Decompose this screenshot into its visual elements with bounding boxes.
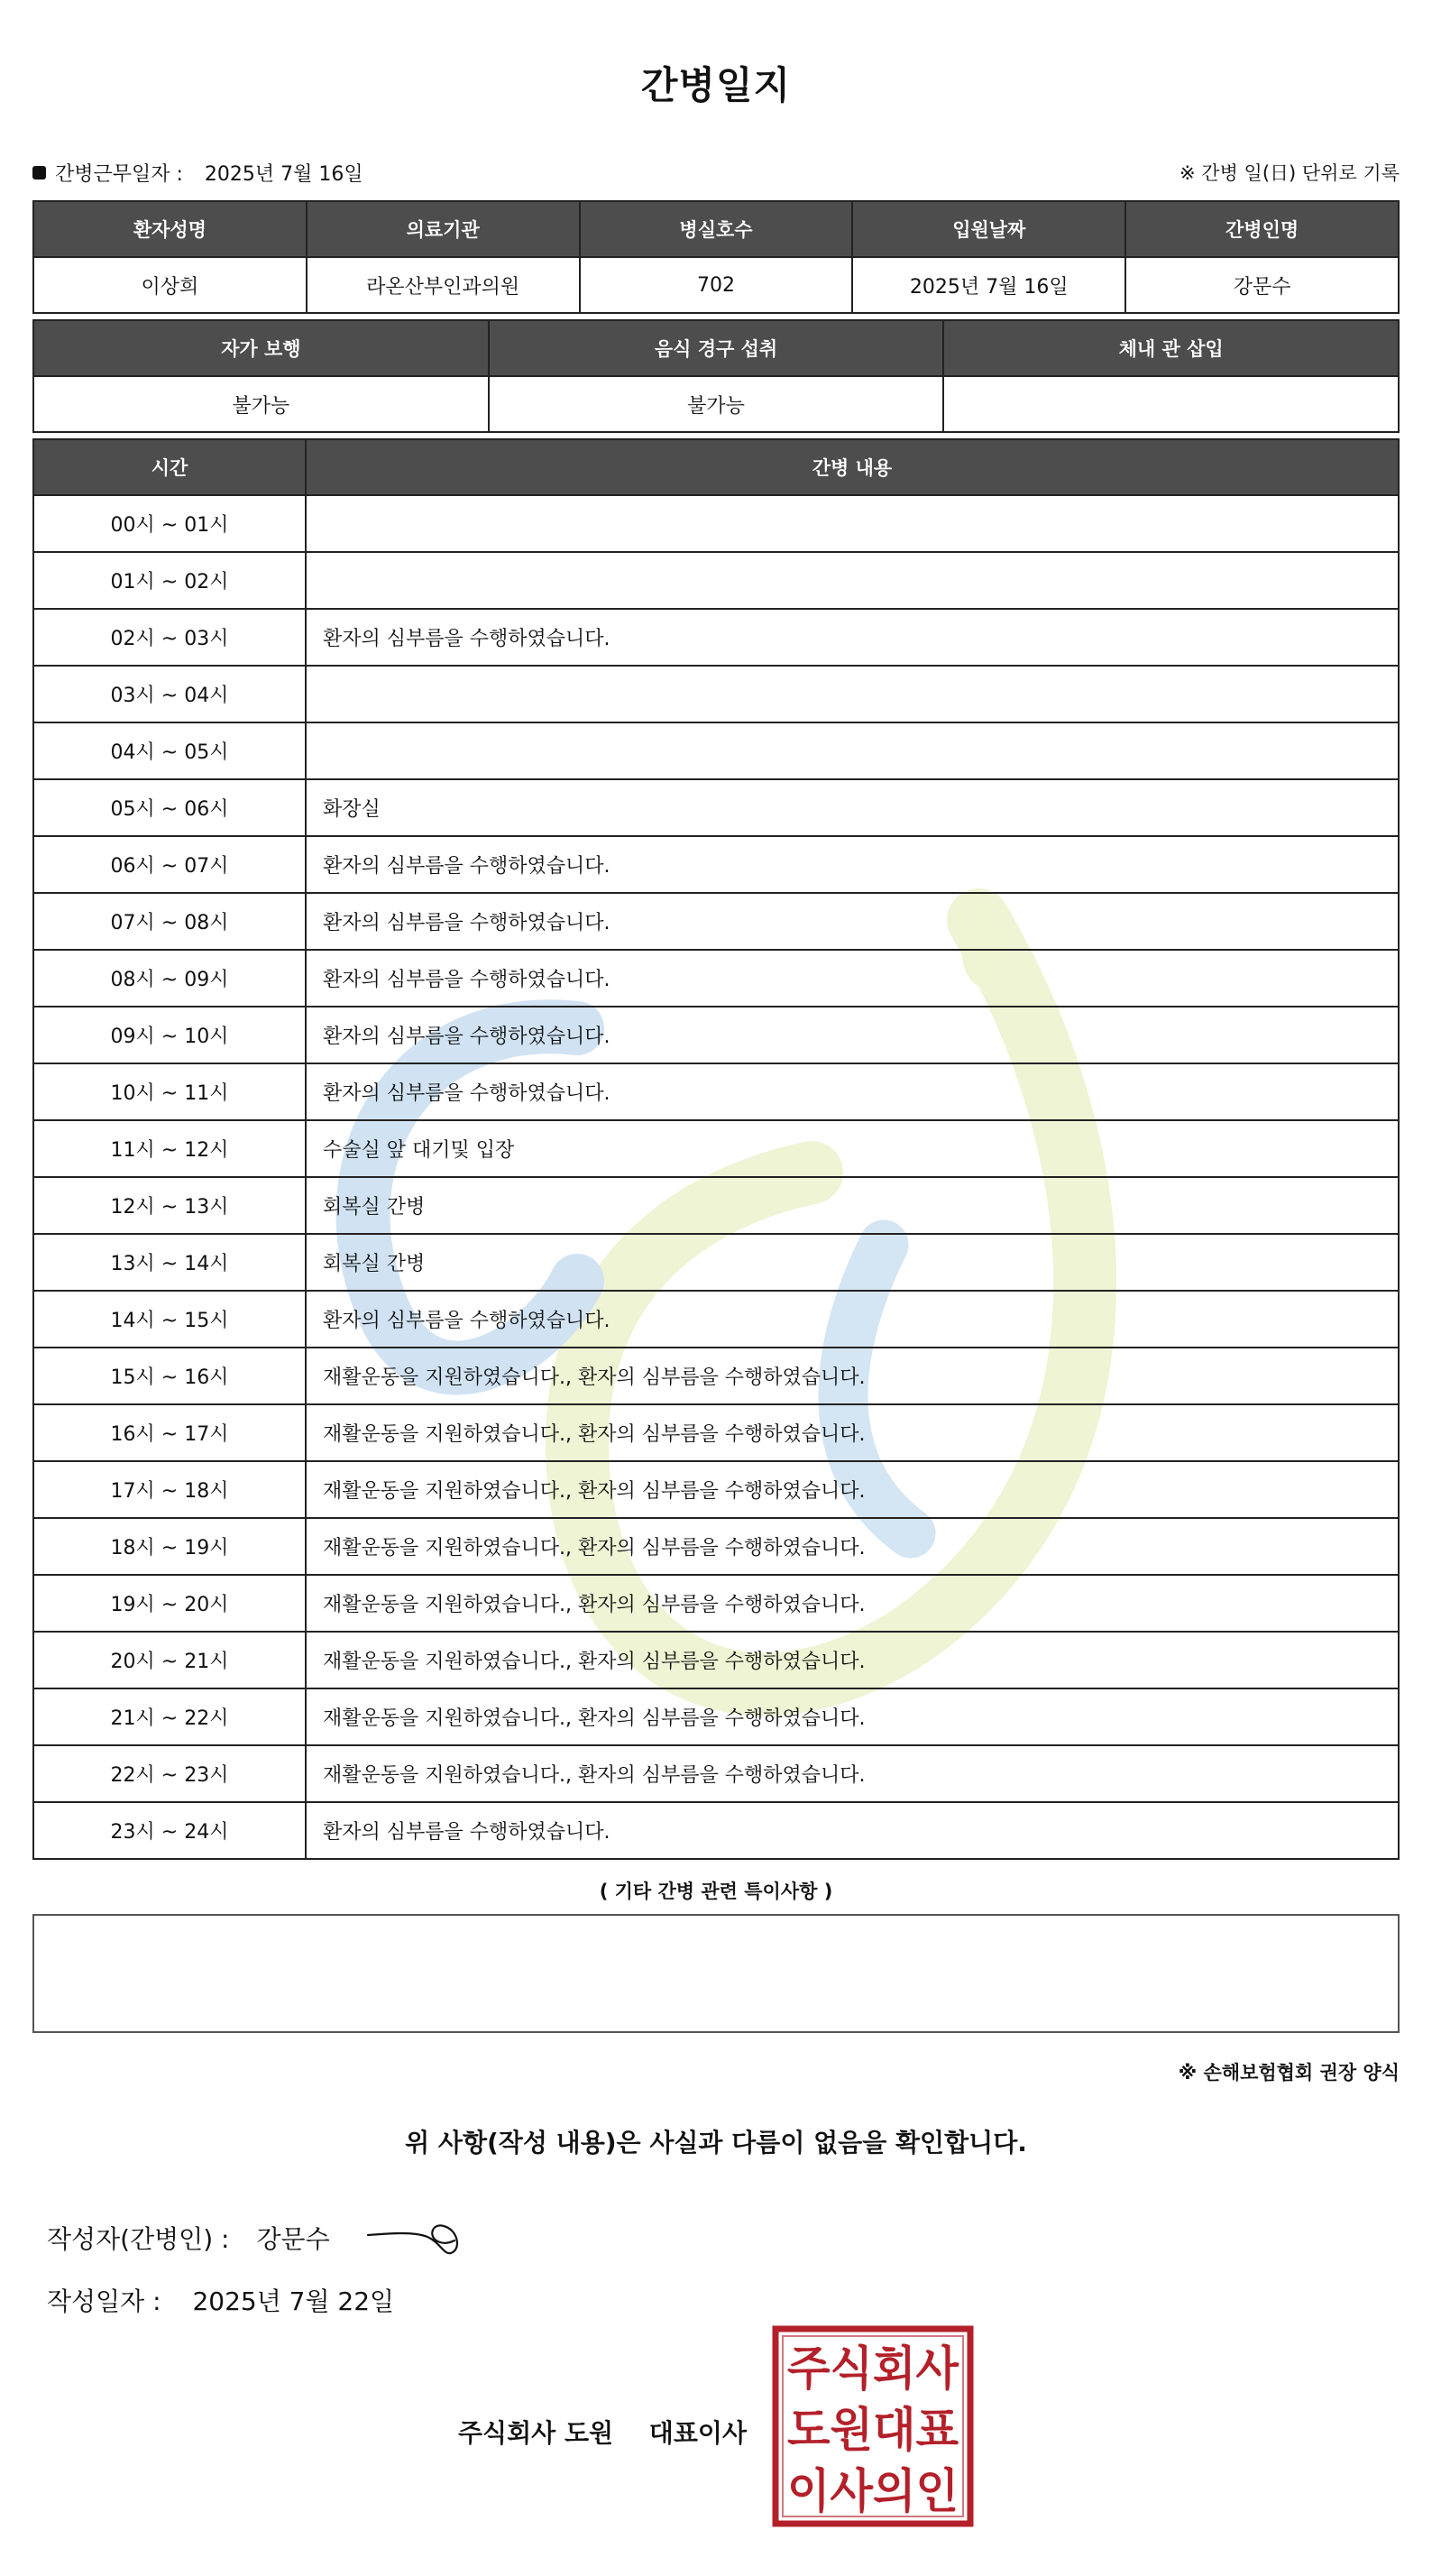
log-content: 재활운동을 지원하였습니다., 환자의 심부름을 수행하였습니다. (306, 1632, 1399, 1688)
log-time: 04시 ~ 05시 (33, 722, 306, 779)
log-time: 17시 ~ 18시 (33, 1461, 306, 1518)
header-tube-insertion: 체내 관 삽입 (943, 320, 1399, 376)
company-signature (458, 2414, 747, 2450)
log-row (33, 1688, 1399, 1745)
company-name: 주식회사 도원 (458, 2418, 614, 2448)
log-time: 23시 ~ 24시 (33, 1802, 306, 1859)
log-content (306, 495, 1399, 552)
log-time: 12시 ~ 13시 (33, 1177, 306, 1234)
log-time: 07시 ~ 08시 (33, 893, 306, 950)
log-time: 16시 ~ 17시 (33, 1404, 306, 1461)
log-content: 환자의 심부름을 수행하였습니다. (306, 1007, 1399, 1063)
tube-insertion (943, 376, 1399, 432)
log-content: 재활운동을 지원하였습니다., 환자의 심부름을 수행하였습니다. (306, 1404, 1399, 1461)
header-care-content: 간병 내용 (306, 439, 1399, 495)
stamp-text-line: 주식회사 (787, 2342, 959, 2397)
header-oral-intake: 음식 경구 섭취 (489, 320, 944, 376)
log-row (33, 893, 1399, 950)
condition-header-row (33, 320, 1399, 376)
log-row (33, 1518, 1399, 1575)
log-row (33, 779, 1399, 836)
log-content (306, 722, 1399, 779)
log-row (33, 722, 1399, 779)
stamp-text-line: 도원대표 (787, 2404, 959, 2458)
log-row (33, 1234, 1399, 1291)
log-time: 18시 ~ 19시 (33, 1518, 306, 1575)
duty-date (32, 159, 363, 187)
log-time: 22시 ~ 23시 (33, 1745, 306, 1802)
log-row (33, 950, 1399, 1007)
log-time: 01시 ~ 02시 (33, 552, 306, 609)
log-time: 05시 ~ 06시 (33, 779, 306, 836)
duty-date-label: 간병근무일자 : (55, 163, 183, 186)
log-time: 14시 ~ 15시 (33, 1291, 306, 1348)
self-walking: 불가능 (33, 376, 489, 432)
log-time: 00시 ~ 01시 (33, 495, 306, 552)
log-row (33, 1348, 1399, 1404)
log-row (33, 495, 1399, 552)
log-content: 환자의 심부름을 수행하였습니다. (306, 1063, 1399, 1120)
written-date-label: 작성일자 : (47, 2286, 161, 2316)
page-title: 간병일지 (640, 63, 792, 107)
log-content: 회복실 간병 (306, 1234, 1399, 1291)
log-time: 03시 ~ 04시 (33, 666, 306, 722)
company-seal-stamp (772, 2325, 974, 2527)
written-date-value: 2025년 7월 22일 (192, 2286, 395, 2316)
log-time: 11시 ~ 12시 (33, 1120, 306, 1177)
patient-name: 이상희 (33, 257, 307, 313)
header-self-walking: 자가 보행 (33, 320, 489, 376)
header-patient-name: 환자성명 (33, 201, 307, 257)
header-caregiver-name: 간병인명 (1125, 201, 1399, 257)
log-content (306, 552, 1399, 609)
log-row (33, 1007, 1399, 1063)
log-row (33, 1404, 1399, 1461)
remarks-title: ( 기타 간병 관련 특이사항 ) (599, 1881, 833, 1902)
source-note: ※ 손해보험협회 권장 양식 (1178, 2062, 1400, 2084)
log-content: 환자의 심부름을 수행하였습니다. (306, 893, 1399, 950)
log-row (33, 609, 1399, 666)
log-header-row (33, 439, 1399, 495)
log-row (33, 1291, 1399, 1348)
log-row (33, 552, 1399, 609)
log-time: 21시 ~ 22시 (33, 1688, 306, 1745)
record-unit-note: ※ 간병 일(日) 단위로 기록 (1180, 162, 1400, 184)
room-number: 702 (580, 257, 853, 313)
log-content: 재활운동을 지원하였습니다., 환자의 심부름을 수행하였습니다. (306, 1348, 1399, 1404)
log-content: 수술실 앞 대기및 입장 (306, 1120, 1399, 1177)
stamp-text-line: 이사의인 (787, 2465, 959, 2519)
duty-date-value: 2025년 7월 16일 (204, 163, 363, 186)
caregiver-name: 강문수 (1125, 257, 1399, 313)
log-time: 10시 ~ 11시 (33, 1063, 306, 1120)
log-time: 19시 ~ 20시 (33, 1575, 306, 1632)
log-content: 환자의 심부름을 수행하였습니다. (306, 1802, 1399, 1859)
log-content: 재활운동을 지원하였습니다., 환자의 심부름을 수행하였습니다. (306, 1518, 1399, 1575)
bullet-icon (32, 166, 46, 179)
log-time: 09시 ~ 10시 (33, 1007, 306, 1063)
care-log-table (32, 438, 1400, 1860)
log-time: 08시 ~ 09시 (33, 950, 306, 1007)
log-row (33, 836, 1399, 893)
author-name: 강문수 (256, 2224, 330, 2254)
log-time: 15시 ~ 16시 (33, 1348, 306, 1404)
header-admission-date: 입원날짜 (852, 201, 1125, 257)
log-row (33, 1632, 1399, 1688)
log-row (33, 1177, 1399, 1234)
log-row (33, 666, 1399, 722)
condition-table (32, 319, 1400, 433)
log-content: 재활운동을 지원하였습니다., 환자의 심부름을 수행하였습니다. (306, 1461, 1399, 1518)
author-row (47, 2215, 464, 2260)
condition-value-row (33, 376, 1399, 432)
log-time: 13시 ~ 14시 (33, 1234, 306, 1291)
meta-row (32, 159, 1400, 188)
written-date-row (47, 2282, 394, 2318)
log-row (33, 1461, 1399, 1518)
log-row (33, 1120, 1399, 1177)
institution: 라온산부인과의원 (307, 257, 580, 313)
log-content: 환자의 심부름을 수행하였습니다. (306, 1291, 1399, 1348)
header-time: 시간 (33, 439, 306, 495)
log-row (33, 1745, 1399, 1802)
log-row (33, 1063, 1399, 1120)
representative-title: 대표이사 (648, 2418, 747, 2448)
log-content: 화장실 (306, 779, 1399, 836)
log-content: 환자의 심부름을 수행하였습니다. (306, 836, 1399, 893)
header-institution: 의료기관 (307, 201, 580, 257)
log-content: 환자의 심부름을 수행하였습니다. (306, 609, 1399, 666)
log-content: 재활운동을 지원하였습니다., 환자의 심부름을 수행하였습니다. (306, 1575, 1399, 1632)
log-content: 환자의 심부름을 수행하였습니다. (306, 950, 1399, 1007)
confirmation-statement: 위 사항(작성 내용)은 사실과 다름이 없음을 확인합니다. (405, 2128, 1027, 2157)
log-content: 재활운동을 지원하였습니다., 환자의 심부름을 수행하였습니다. (306, 1688, 1399, 1745)
remarks-box (32, 1914, 1400, 2033)
signature-image (364, 2215, 464, 2260)
log-content: 회복실 간병 (306, 1177, 1399, 1234)
log-content (306, 666, 1399, 722)
log-row (33, 1802, 1399, 1859)
log-time: 02시 ~ 03시 (33, 609, 306, 666)
log-time: 06시 ~ 07시 (33, 836, 306, 893)
admission-date: 2025년 7월 16일 (852, 257, 1125, 313)
oral-intake: 불가능 (489, 376, 944, 432)
log-time: 20시 ~ 21시 (33, 1632, 306, 1688)
patient-info-table (32, 200, 1400, 314)
author-label: 작성자(간병인) : (47, 2224, 230, 2254)
header-room-number: 병실호수 (580, 201, 853, 257)
patient-value-row (33, 257, 1399, 313)
patient-header-row (33, 201, 1399, 257)
log-row (33, 1575, 1399, 1632)
log-content: 재활운동을 지원하였습니다., 환자의 심부름을 수행하였습니다. (306, 1745, 1399, 1802)
